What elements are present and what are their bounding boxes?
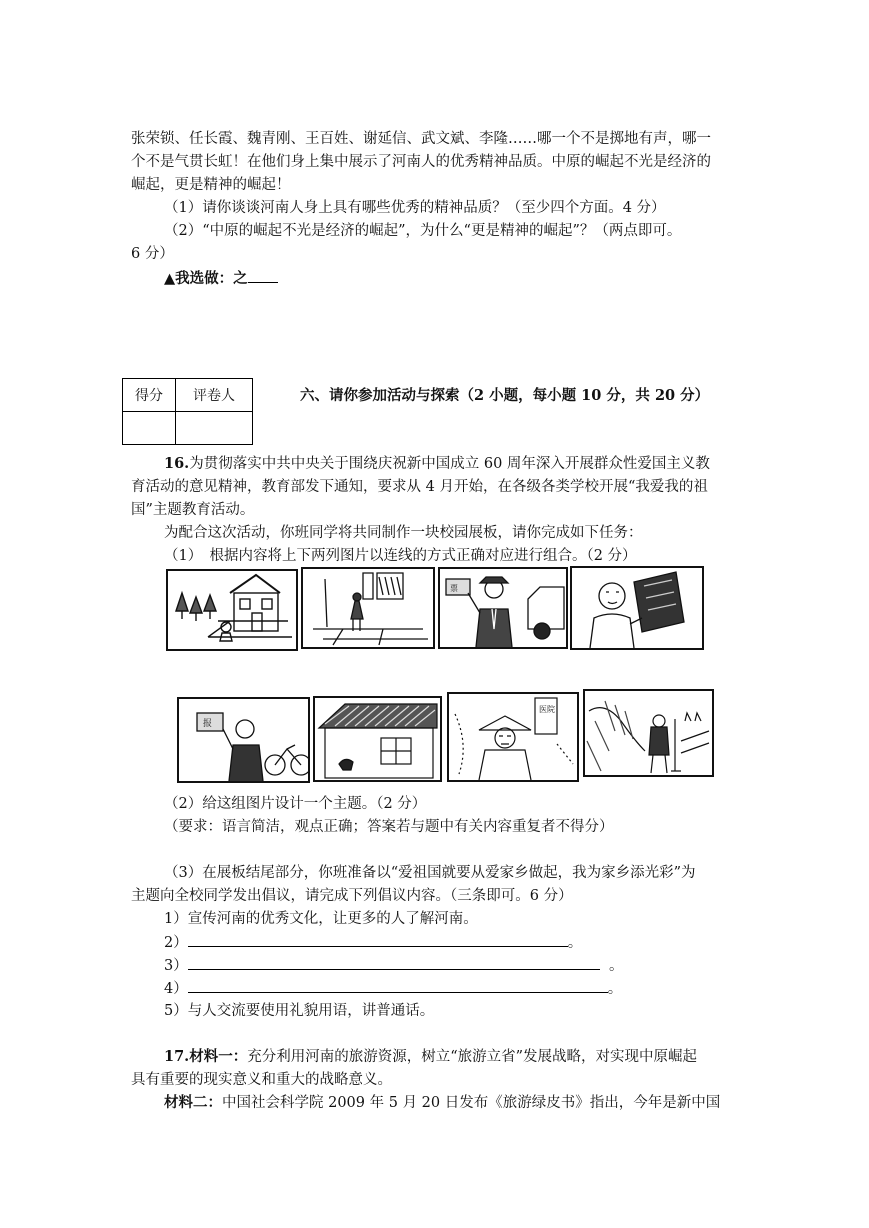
grader-cell[interactable] (176, 412, 253, 445)
bicycle-illustration (179, 699, 308, 781)
picture-house[interactable] (166, 569, 298, 651)
ticket-sign: 票 (450, 584, 458, 593)
question-16-1: （1） 根据内容将上下两列图片以连线的方式正确对应进行组合。（2 分） (164, 548, 637, 564)
question-15-2: （2）“中原的崛起不光是经济的崛起”，为什么“更是精神的崛起”？（两点即可。 (164, 223, 682, 239)
intro-line-3: 崛起，更是精神的崛起！ (131, 177, 291, 193)
question-17-material-1-cont: 具有重要的现实意义和重大的战略意义。 (131, 1072, 392, 1088)
question-16-3-cont: 主题向全校同学发出倡议，请完成下列倡议内容。（三条即可。6 分） (131, 888, 573, 904)
proposal-4-blank[interactable] (188, 978, 608, 993)
plaque-illustration (572, 568, 702, 648)
question-15-2-cont: 6 分） (131, 246, 174, 262)
picture-man-plaque[interactable] (570, 566, 704, 650)
house-illustration (168, 571, 296, 649)
question-15-1: （1）请你谈谈河南人身上具有哪些优秀的精神品质？（至少四个方面。4 分） (164, 200, 666, 216)
question-16-line-3: 国”主题教育活动。 (131, 502, 255, 518)
field-illustration (585, 691, 712, 775)
proposal-4: 4） 。 (164, 978, 622, 999)
hospital-illustration (449, 694, 577, 780)
proposal-3: 3） 。 (164, 955, 623, 976)
question-16-3: （3）在展板结尾部分，你班准备以“爱祖国就要从爱家乡做起，我为家乡添光彩”为 (164, 865, 696, 881)
question-16-line-2: 育活动的意见精神，教育部发下通知，要求从 4 月开始，在各级各类学校开展“我爱我的祖 (131, 479, 708, 495)
score-cell[interactable] (123, 412, 176, 445)
picture-farmer-hospital[interactable] (447, 692, 579, 782)
picture-man-car[interactable] (438, 567, 568, 649)
score-header: 得分 (123, 379, 176, 412)
section-6-title: 六、请你参加活动与探索（2 小题，每小题 10 分，共 20 分） (300, 387, 710, 404)
newspaper-sign: 报 (203, 719, 213, 729)
question-16-line-4: 为配合这次活动，你班同学将共同制作一块校园展板，请你完成如下任务： (164, 525, 643, 541)
proposal-2-blank[interactable] (188, 932, 568, 947)
score-table (122, 378, 253, 445)
picture-woman-street[interactable] (301, 567, 435, 649)
picture-man-bicycle[interactable] (177, 697, 310, 783)
intro-line-2: 个不是气贯长虹！在他们身上集中展示了河南人的优秀精神品质。中原的崛起不光是经济的 (131, 154, 711, 170)
picture-worker-field[interactable] (583, 689, 714, 777)
choose-blank[interactable] (248, 268, 278, 283)
grader-header: 评卷人 (176, 379, 253, 412)
question-16-line-1: 16.为贯彻落实中共中央关于围绕庆祝新中国成立 60 周年深入开展群众性爱国主义教 (164, 455, 710, 472)
choose-label: ▲我选做：之 (164, 268, 278, 289)
proposal-5: 5）与人交流要使用礼貌用语，讲普通话。 (164, 1003, 435, 1019)
car-illustration (440, 569, 566, 647)
street-illustration (303, 569, 433, 647)
old-house-illustration (315, 698, 440, 780)
question-16-2-requirement: （要求：语言简洁，观点正确；答案若与题中有关内容重复者不得分） (164, 819, 614, 835)
proposal-3-blank[interactable] (188, 955, 600, 970)
intro-line-1: 张荣锁、任长霞、魏青刚、王百姓、谢延信、武文斌、李隆……哪一个不是掷地有声，哪一 (131, 131, 711, 147)
proposal-1: 1）宣传河南的优秀文化，让更多的人了解河南。 (164, 911, 478, 927)
hospital-sign: 医院 (539, 705, 555, 714)
question-17-material-2: 材料二：中国社会科学院 2009 年 5 月 20 日发布《旅游绿皮书》指出，今年是新中国 (164, 1094, 721, 1111)
proposal-2: 2） 。 (164, 932, 582, 953)
picture-old-house[interactable] (313, 696, 442, 782)
question-17-material-1: 17.材料一：充分利用河南的旅游资源，树立“旅游立省”发展战略，对实现中原崛起 (164, 1048, 698, 1065)
question-16-2: （2）给这组图片设计一个主题。（2 分） (164, 796, 427, 812)
